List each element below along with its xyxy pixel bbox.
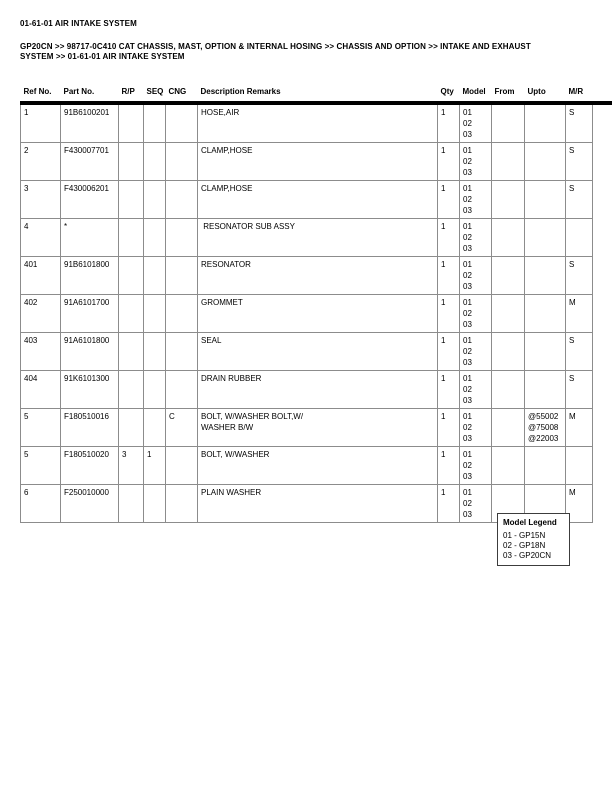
header-upto: Upto (525, 85, 566, 103)
header-qty: Qty (438, 85, 460, 103)
cell-cng (166, 447, 198, 485)
cell-mr: M (566, 295, 593, 333)
model-legend-item: 02 - GP18N (503, 541, 546, 550)
cell-model: 01 02 03 (460, 181, 492, 219)
cell-desc: RESONATOR SUB ASSY (198, 219, 438, 257)
cell-model: 01 02 03 (460, 219, 492, 257)
cell-qty: 1 (438, 371, 460, 409)
cell-rp (119, 485, 144, 523)
cell-qty: 1 (438, 409, 460, 447)
header-seq: SEQ (144, 85, 166, 103)
cell-rp (119, 181, 144, 219)
cell-part: F430007701 (61, 143, 119, 181)
cell-desc: BOLT, W/WASHER (198, 447, 438, 485)
cell-desc: CLAMP,HOSE (198, 181, 438, 219)
cell-rp (119, 143, 144, 181)
cell-ref: 401 (21, 257, 61, 295)
cell-ref: 2 (21, 143, 61, 181)
cell-model: 01 02 03 (460, 485, 492, 523)
parts-table-body (21, 103, 593, 523)
cell-cng (166, 485, 198, 523)
cell-mr: S (566, 181, 593, 219)
table-row (21, 371, 593, 409)
cell-desc: DRAIN RUBBER (198, 371, 438, 409)
cell-mr: S (566, 103, 593, 143)
table-row (21, 295, 593, 333)
cell-seq (144, 409, 166, 447)
cell-desc: SEAL (198, 333, 438, 371)
breadcrumb-line-1: GP20CN >> 98717-0C410 CAT CHASSIS, MAST, OPTION & INTERNAL HOSING >> CHASSIS AND OPTION >> INTAKE AND EXHAUST (20, 42, 531, 51)
cell-cng (166, 371, 198, 409)
header-rp: R/P (119, 85, 144, 103)
cell-from (492, 371, 525, 409)
header-part-no: Part No. (61, 85, 119, 103)
cell-from (492, 257, 525, 295)
cell-seq: 1 (144, 447, 166, 485)
cell-desc: HOSE,AIR (198, 103, 438, 143)
cell-upto (525, 295, 566, 333)
model-legend-item: 03 - GP20CN (503, 551, 552, 560)
cell-desc: CLAMP,HOSE (198, 143, 438, 181)
cell-upto (525, 447, 566, 485)
cell-part: 91A6101700 (61, 295, 119, 333)
table-row (21, 333, 593, 371)
cell-model: 01 02 03 (460, 143, 492, 181)
cell-ref: 403 (21, 333, 61, 371)
header-cng: CNG (166, 85, 198, 103)
cell-part: 91B6101800 (61, 257, 119, 295)
cell-ref: 6 (21, 485, 61, 523)
page-title: 01-61-01 AIR INTAKE SYSTEM (20, 19, 137, 28)
cell-from (492, 333, 525, 371)
cell-ref: 402 (21, 295, 61, 333)
cell-qty: 1 (438, 103, 460, 143)
cell-from (492, 219, 525, 257)
cell-seq (144, 295, 166, 333)
model-legend-item: 01 - GP15N (503, 531, 546, 540)
table-row (21, 181, 593, 219)
cell-seq (144, 143, 166, 181)
cell-rp (119, 371, 144, 409)
table-row (21, 103, 593, 143)
cell-part: F180510020 (61, 447, 119, 485)
cell-seq (144, 371, 166, 409)
header-row (21, 85, 593, 103)
cell-from (492, 409, 525, 447)
cell-upto (525, 219, 566, 257)
table-row (21, 409, 593, 447)
table-row (21, 447, 593, 485)
cell-model: 01 02 03 (460, 409, 492, 447)
cell-mr: S (566, 371, 593, 409)
header-ref-no: Ref No. (21, 85, 61, 103)
cell-seq (144, 219, 166, 257)
cell-upto (525, 333, 566, 371)
cell-rp: 3 (119, 447, 144, 485)
cell-model: 01 02 03 (460, 333, 492, 371)
parts-table-header (21, 85, 593, 103)
cell-qty: 1 (438, 219, 460, 257)
cell-part: F180510016 (61, 409, 119, 447)
cell-part: 91A6101800 (61, 333, 119, 371)
cell-from (492, 447, 525, 485)
cell-rp (119, 333, 144, 371)
model-legend-title: Model Legend (503, 518, 557, 527)
cell-seq (144, 103, 166, 143)
cell-part: 91B6100201 (61, 103, 119, 143)
cell-from (492, 103, 525, 143)
breadcrumb-line-2: SYSTEM >> 01-61-01 AIR INTAKE SYSTEM (20, 52, 185, 61)
cell-part: * (61, 219, 119, 257)
cell-seq (144, 485, 166, 523)
cell-mr (566, 219, 593, 257)
cell-cng (166, 103, 198, 143)
cell-cng (166, 219, 198, 257)
cell-ref: 3 (21, 181, 61, 219)
cell-part: F250010000 (61, 485, 119, 523)
cell-rp (119, 219, 144, 257)
cell-upto (525, 257, 566, 295)
cell-mr: S (566, 257, 593, 295)
cell-mr: S (566, 333, 593, 371)
cell-ref: 5 (21, 409, 61, 447)
cell-part: 91K6101300 (61, 371, 119, 409)
cell-desc: GROMMET (198, 295, 438, 333)
cell-model: 01 02 03 (460, 371, 492, 409)
cell-desc: RESONATOR (198, 257, 438, 295)
cell-model: 01 02 03 (460, 295, 492, 333)
cell-upto (525, 103, 566, 143)
cell-mr (566, 447, 593, 485)
model-legend-box (497, 513, 570, 566)
cell-rp (119, 409, 144, 447)
breadcrumb (20, 42, 595, 62)
cell-mr: M (566, 409, 593, 447)
table-row (21, 143, 593, 181)
cell-rp (119, 295, 144, 333)
cell-from (492, 295, 525, 333)
cell-upto (525, 143, 566, 181)
cell-mr: S (566, 143, 593, 181)
cell-ref: 1 (21, 103, 61, 143)
cell-qty: 1 (438, 257, 460, 295)
cell-part: F430006201 (61, 181, 119, 219)
cell-cng (166, 257, 198, 295)
cell-seq (144, 181, 166, 219)
cell-rp (119, 103, 144, 143)
cell-ref: 404 (21, 371, 61, 409)
cell-upto (525, 181, 566, 219)
header-model: Model (460, 85, 492, 103)
cell-cng (166, 143, 198, 181)
cell-cng: C (166, 409, 198, 447)
cell-qty: 1 (438, 295, 460, 333)
cell-model: 01 02 03 (460, 257, 492, 295)
cell-model: 01 02 03 (460, 103, 492, 143)
cell-ref: 4 (21, 219, 61, 257)
cell-from (492, 181, 525, 219)
table-row (21, 257, 593, 295)
cell-ref: 5 (21, 447, 61, 485)
cell-desc: BOLT, W/WASHER BOLT,W/ WASHER B/W (198, 409, 438, 447)
cell-cng (166, 295, 198, 333)
header-mr: M/R (566, 85, 593, 103)
cell-qty: 1 (438, 333, 460, 371)
cell-from (492, 143, 525, 181)
cell-cng (166, 333, 198, 371)
cell-upto: @55002 @75008 @22003 (525, 409, 566, 447)
table-row (21, 219, 593, 257)
header-description-remarks: Description Remarks (198, 85, 438, 103)
cell-mr: M (566, 485, 593, 523)
cell-seq (144, 257, 166, 295)
header-rule-extension (592, 101, 612, 105)
cell-qty: 1 (438, 181, 460, 219)
cell-upto (525, 371, 566, 409)
cell-desc: PLAIN WASHER (198, 485, 438, 523)
cell-qty: 1 (438, 447, 460, 485)
cell-qty: 1 (438, 485, 460, 523)
parts-table (20, 85, 593, 523)
header-from: From (492, 85, 525, 103)
cell-cng (166, 181, 198, 219)
cell-rp (119, 257, 144, 295)
cell-qty: 1 (438, 143, 460, 181)
cell-model: 01 02 03 (460, 447, 492, 485)
cell-seq (144, 333, 166, 371)
